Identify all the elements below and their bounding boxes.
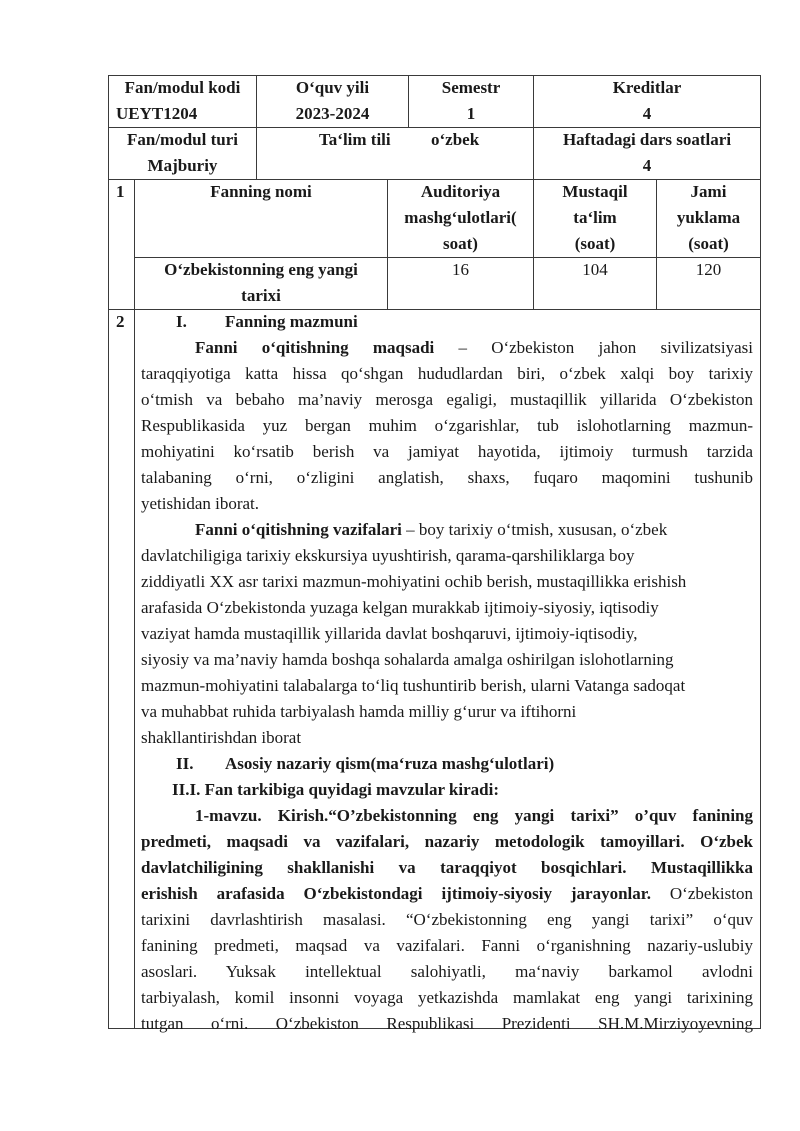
table-line xyxy=(760,75,761,1029)
semester-value: 1 xyxy=(466,104,476,123)
auditorium-label: Auditoriya mashg‘ulotlari( soat) xyxy=(404,182,517,253)
section-2-title: Asosiy nazariy qism(ma‘ruza mashg‘ulotlari) xyxy=(225,754,555,773)
year-label: O‘quv yili xyxy=(295,78,370,97)
credits-value: 4 xyxy=(642,104,652,123)
goal-paragraph xyxy=(141,335,753,517)
goal-line: taraqqiyotiga katta hissa qo‘shgan hududlardan biri, o‘zbek xalqi boy tarixiy xyxy=(141,364,753,383)
code-value: UEYT1204 xyxy=(116,104,198,123)
topic-1-bold-line: predmeti, maqsadi va vazifalari, nazariy metodologik tamoyillari. O‘zbek xyxy=(141,832,753,851)
language-label: Ta‘lim tili xyxy=(319,130,391,149)
table-line xyxy=(108,309,761,310)
semester-label: Semestr xyxy=(441,78,501,97)
row-number-1: 1 xyxy=(116,182,125,201)
auditorium-hours: 16 xyxy=(452,260,469,279)
tasks-line: mazmun-mohiyatini talabalarga to‘liq tushuntirib berish, ularni Vatanga sadoqat xyxy=(141,676,686,695)
row-number-2: 2 xyxy=(116,312,125,331)
topic-1-mixed-normal: O‘zbekiston xyxy=(650,884,753,903)
tasks-line: davlatchiligiga tarixiy ekskursiya uyushtirish, qarama-qarshiliklarga boy xyxy=(141,546,635,565)
topic-1-line: tutgan o‘rni. O‘zbekiston Respublikasi Prezidenti SH.M.Mirziyoyevning xyxy=(141,1014,753,1033)
independent-hours: 104 xyxy=(582,260,608,279)
weekly-hours-label: Haftadagi dars soatlari xyxy=(562,130,732,149)
topic-1-line: asoslari. Yuksak intellektual salohiyatli, ma‘naviy barkamol avlodni xyxy=(141,962,753,981)
section-1-title: Fanning mazmuni xyxy=(225,312,358,331)
section-1-number: I. xyxy=(176,312,187,331)
subsection-title: II.I. Fan tarkibiga quyidagi mavzular kiradi: xyxy=(172,780,499,799)
goal-line: o‘tmish va bebaho ma’naviy merosga egaligi, mustaqillik yillarida O‘zbekiston xyxy=(141,390,753,409)
topic-1-mixed-bold: erishish arafasida O‘zbekistondagi ijtimoiy-siyosiy jarayonlar. xyxy=(141,884,651,903)
subject-name-label: Fanning nomi xyxy=(210,182,312,201)
year-value: 2023-2024 xyxy=(295,104,370,123)
subject-name: O‘zbekistonning eng yangi tarixi xyxy=(164,260,358,305)
tasks-line: vaziyat hamda mustaqillik yillarida davlat boshqaruvi, ijtimoiy-iqtisodiy, xyxy=(141,624,638,643)
weekly-hours-value: 4 xyxy=(642,156,652,175)
goal-dash: – xyxy=(458,338,467,357)
topic-1-line: fanining predmeti, maqsad va vazifalari. Fanni o‘rganishning nazariy-uslubiy xyxy=(141,936,753,955)
tasks-line: shakllantirishdan iborat xyxy=(141,728,302,747)
topic-1-bold-line: davlatchiligining shakllanishi va taraqqiyot bosqichlari. Mustaqillikka xyxy=(141,858,753,877)
tasks-line: ziddiyatli XX asr tarixi mazmun-mohiyatini ochib berish, mustaqillikka erishish xyxy=(141,572,687,591)
credits-label: Kreditlar xyxy=(612,78,682,97)
tasks-line: arafasida O‘zbekistonda yuzaga kelgan murakkab ijtimoiy-siyosiy, iqtisodiy xyxy=(141,598,659,617)
goal-lead: Fanni o‘qitishning maqsadi xyxy=(195,338,435,357)
goal-line: O‘zbekiston jahon sivilizatsiyasi xyxy=(491,338,753,357)
independent-study-label: Mustaqil ta‘lim (soat) xyxy=(562,182,628,253)
goal-line: mohiyatini ko‘rsatib berish va jamiyat hayotida, ijtimoiy turmush tarzida xyxy=(141,442,753,461)
tasks-line: siyosiy va ma’naviy hamda boshqa sohalarda amalga oshirilgan islohotlarning xyxy=(141,650,674,669)
total-hours: 120 xyxy=(695,260,722,279)
topic-1-line: tarixini davrlashtirish masalasi. “O‘zbekistonning eng yangi tarixi” o‘quv xyxy=(141,910,753,929)
goal-line: talabaning o‘rni, o‘zligini anglatish, shaxs, fuqaro maqomini tushunib xyxy=(141,468,753,487)
type-value: Majburiy xyxy=(147,156,218,175)
topic-1-bold-line: 1-mavzu. Kirish.“O’zbekistonning eng yangi tarixi” o’quv fanining xyxy=(195,806,753,825)
tasks-lead: Fanni o‘qitishning vazifalari xyxy=(195,520,402,539)
section-2-number: II. xyxy=(176,754,194,773)
goal-line: yetishidan iborat. xyxy=(141,494,260,513)
tasks-paragraph xyxy=(141,517,753,751)
language-value: o‘zbek xyxy=(431,130,480,149)
tasks-line: – boy tarixiy o‘tmish, xususan, o‘zbek xyxy=(406,520,668,539)
total-load-label: Jami yuklama (soat) xyxy=(676,182,741,253)
table-line xyxy=(108,75,109,1029)
tasks-line: va muhabbat ruhida tarbiyalash hamda milliy g‘urur va iftihorni xyxy=(141,702,577,721)
topic-1-line: tarbiyalash, komil insonni voyaga yetkazishda mamlakat eng yangi tarixining xyxy=(141,988,753,1007)
code-label: Fan/modul kodi xyxy=(124,78,241,97)
goal-line: Respublikasida yuz bergan muhim o‘zgarishlar, tub islohotlarning mazmun- xyxy=(141,416,753,435)
type-label: Fan/modul turi xyxy=(127,130,238,149)
topic-1-paragraph xyxy=(141,803,753,1037)
